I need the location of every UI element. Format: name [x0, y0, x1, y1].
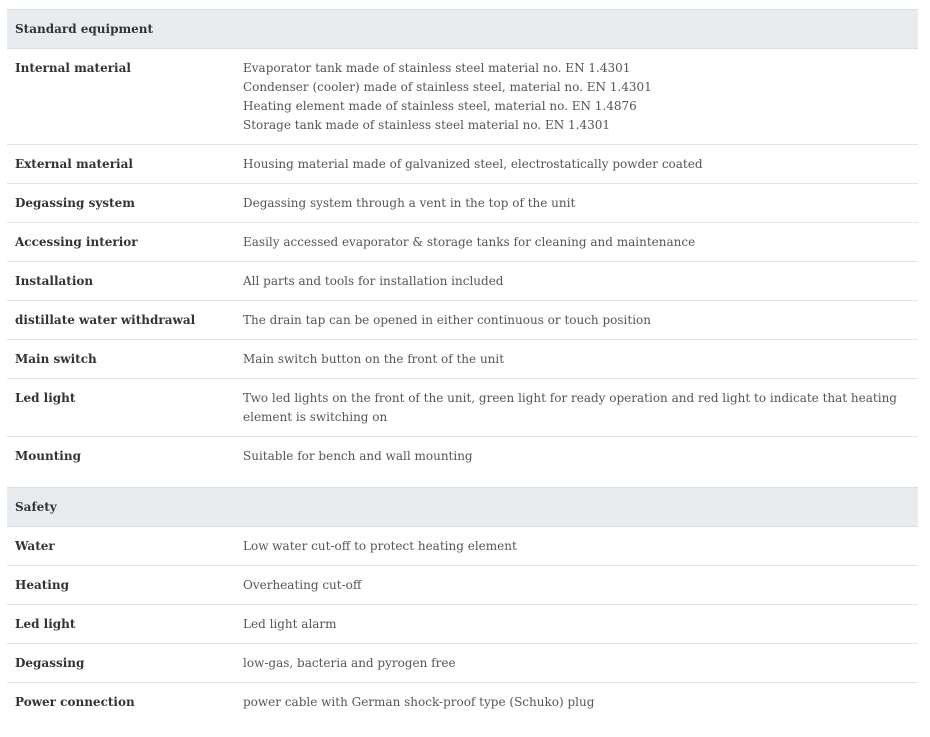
row-value: All parts and tools for installation included: [235, 262, 918, 301]
row-value: Degassing system through a vent in the top of the unit: [235, 184, 918, 223]
row-label: Degassing system: [7, 184, 235, 223]
section-title: Safety: [7, 488, 918, 527]
row-label: Mounting: [15, 449, 81, 463]
table-row: [7, 301, 918, 340]
row-value: Housing material made of galvanized steel, electrostatically powder coated: [235, 145, 918, 184]
table-row: [7, 566, 918, 605]
row-value: The drain tap can be opened in either continuous or touch position: [235, 301, 918, 340]
spec-table: [7, 9, 918, 721]
section-title: Standard equipment: [7, 10, 918, 49]
row-label: Accessing interior: [7, 223, 235, 262]
row-value: power cable with German shock-proof type (Schuko) plug: [243, 695, 595, 709]
value-line: Heating element made of stainless steel, material no. EN 1.4876: [243, 99, 637, 113]
row-value: Main switch button on the front of the unit: [235, 340, 918, 379]
row-value: Easily accessed evaporator & storage tanks for cleaning and maintenance: [235, 223, 918, 262]
row-value: Overheating cut-off: [235, 566, 918, 605]
table-row: [7, 49, 918, 145]
value-line: Storage tank made of stainless steel material no. EN 1.4301: [243, 118, 611, 132]
row-label: distillate water withdrawal: [7, 301, 235, 340]
row-label: Led light: [7, 605, 235, 644]
value-line: Condenser (cooler) made of stainless steel, material no. EN 1.4301: [243, 80, 652, 94]
table-row: [7, 145, 918, 184]
table-row: [7, 223, 918, 262]
section-header-standard-equipment: [7, 10, 918, 49]
table-row: [7, 437, 918, 476]
table-row: [7, 340, 918, 379]
row-label: Main switch: [7, 340, 235, 379]
row-label: Installation: [7, 262, 235, 301]
row-label: Heating: [7, 566, 235, 605]
row-value: low-gas, bacteria and pyrogen free: [235, 644, 918, 683]
table-row: [7, 683, 918, 722]
section-header-safety: [7, 488, 918, 527]
table-row: [7, 605, 918, 644]
row-value: Suitable for bench and wall mounting: [243, 449, 473, 463]
row-label: External material: [7, 145, 235, 184]
row-label: Power connection: [15, 695, 135, 709]
row-value: Low water cut-off to protect heating element: [235, 527, 918, 566]
row-label: Led light: [7, 379, 235, 437]
value-line: Evaporator tank made of stainless steel material no. EN 1.4301: [243, 61, 631, 75]
table-row: [7, 527, 918, 566]
table-row: [7, 644, 918, 683]
section-spacer: [7, 475, 918, 488]
row-label: Degassing: [7, 644, 235, 683]
row-value: Two led lights on the front of the unit, green light for ready operation and red light to indicate that heating element is switching on: [235, 379, 918, 437]
table-row: [7, 379, 918, 437]
row-label: Internal material: [7, 49, 235, 145]
table-row: [7, 262, 918, 301]
row-value: Led light alarm: [235, 605, 918, 644]
table-row: [7, 184, 918, 223]
row-label: Water: [7, 527, 235, 566]
row-value: [235, 49, 918, 145]
